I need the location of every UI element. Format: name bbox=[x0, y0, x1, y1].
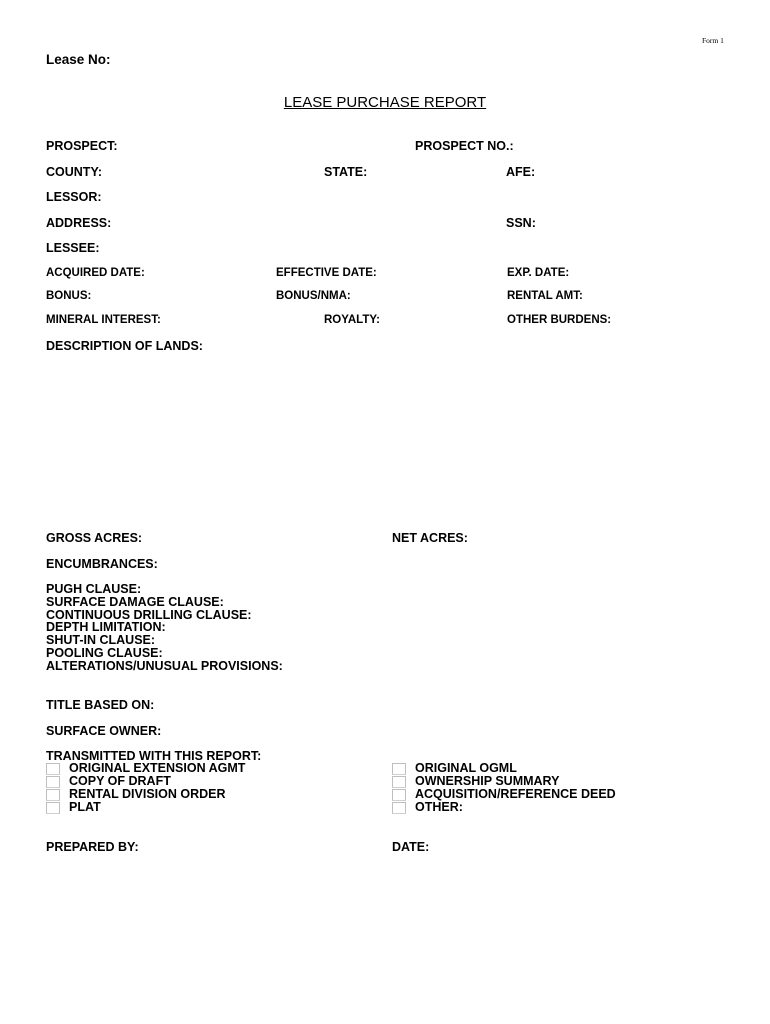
pooling-clause-label: POOLING CLAUSE: bbox=[46, 645, 163, 660]
checkbox-label: PLAT bbox=[69, 800, 101, 814]
report-title: LEASE PURCHASE REPORT bbox=[283, 94, 487, 111]
checkbox-other[interactable] bbox=[392, 802, 406, 814]
checkbox-acquisition-reference-deed[interactable] bbox=[392, 789, 406, 801]
checkbox-ownership-summary[interactable] bbox=[392, 776, 406, 788]
lease-no-label: Lease No: bbox=[46, 52, 111, 67]
ssn-label: SSN: bbox=[506, 216, 536, 230]
checkbox-row[interactable] bbox=[392, 801, 616, 814]
description-of-lands-label: DESCRIPTION OF LANDS: bbox=[46, 339, 203, 353]
checkbox-label: OTHER: bbox=[415, 800, 463, 814]
mineral-interest-label: MINERAL INTEREST: bbox=[46, 314, 161, 326]
checkbox-label: ORIGINAL EXTENSION AGMT bbox=[69, 761, 246, 775]
form-number: Form 1 bbox=[702, 36, 724, 45]
transmitted-right-list bbox=[392, 762, 616, 814]
depth-limitation-label: DEPTH LIMITATION: bbox=[46, 620, 166, 635]
bonus-label: BONUS: bbox=[46, 290, 92, 302]
prepared-by-label: PREPARED BY: bbox=[46, 840, 139, 854]
net-acres-label: NET ACRES: bbox=[392, 531, 468, 545]
alterations-label: ALTERATIONS/UNUSUAL PROVISIONS: bbox=[46, 658, 283, 673]
checkbox-original-ogml[interactable] bbox=[392, 763, 406, 775]
checkbox-label: ACQUISITION/REFERENCE DEED bbox=[415, 787, 616, 801]
title-based-on-label: TITLE BASED ON: bbox=[46, 698, 155, 712]
exp-date-label: EXP. DATE: bbox=[507, 267, 570, 279]
checkbox-row[interactable] bbox=[46, 801, 245, 814]
checkbox-label: OWNERSHIP SUMMARY bbox=[415, 774, 560, 788]
prospect-no-label: PROSPECT NO.: bbox=[415, 139, 514, 153]
prospect-label: PROSPECT: bbox=[46, 139, 118, 153]
checkbox-plat[interactable] bbox=[46, 802, 60, 814]
lessee-label: LESSEE: bbox=[46, 241, 100, 255]
other-burdens-label: OTHER BURDENS: bbox=[507, 314, 612, 326]
checkbox-label: ORIGINAL OGML bbox=[415, 761, 517, 775]
address-label: ADDRESS: bbox=[46, 216, 112, 230]
checkbox-label: RENTAL DIVISION ORDER bbox=[69, 787, 226, 801]
gross-acres-label: GROSS ACRES: bbox=[46, 531, 143, 545]
afe-label: AFE: bbox=[506, 165, 536, 179]
rental-amt-label: RENTAL AMT: bbox=[507, 290, 583, 302]
clauses-list bbox=[46, 583, 283, 673]
surface-damage-clause-label: SURFACE DAMAGE CLAUSE: bbox=[46, 594, 224, 609]
county-label: COUNTY: bbox=[46, 165, 103, 179]
shut-in-clause-label: SHUT-IN CLAUSE: bbox=[46, 633, 156, 648]
surface-owner-label: SURFACE OWNER: bbox=[46, 724, 162, 738]
bonus-nma-label: BONUS/NMA: bbox=[276, 290, 351, 302]
continuous-drilling-clause-label: CONTINUOUS DRILLING CLAUSE: bbox=[46, 607, 252, 622]
checkbox-label: COPY OF DRAFT bbox=[69, 774, 171, 788]
date-label: DATE: bbox=[392, 840, 430, 854]
encumbrances-label: ENCUMBRANCES: bbox=[46, 557, 158, 571]
royalty-label: ROYALTY: bbox=[324, 314, 381, 326]
lessor-label: LESSOR: bbox=[46, 190, 102, 204]
checkbox-copy-of-draft[interactable] bbox=[46, 776, 60, 788]
effective-date-label: EFFECTIVE DATE: bbox=[276, 267, 377, 279]
acquired-date-label: ACQUIRED DATE: bbox=[46, 267, 145, 279]
state-label: STATE: bbox=[324, 165, 368, 179]
checkbox-original-extension-agmt[interactable] bbox=[46, 763, 60, 775]
transmitted-left-list bbox=[46, 762, 245, 814]
transmitted-heading: TRANSMITTED WITH THIS REPORT: bbox=[46, 749, 262, 763]
checkbox-rental-division-order[interactable] bbox=[46, 789, 60, 801]
pugh-clause-label: PUGH CLAUSE: bbox=[46, 582, 142, 596]
